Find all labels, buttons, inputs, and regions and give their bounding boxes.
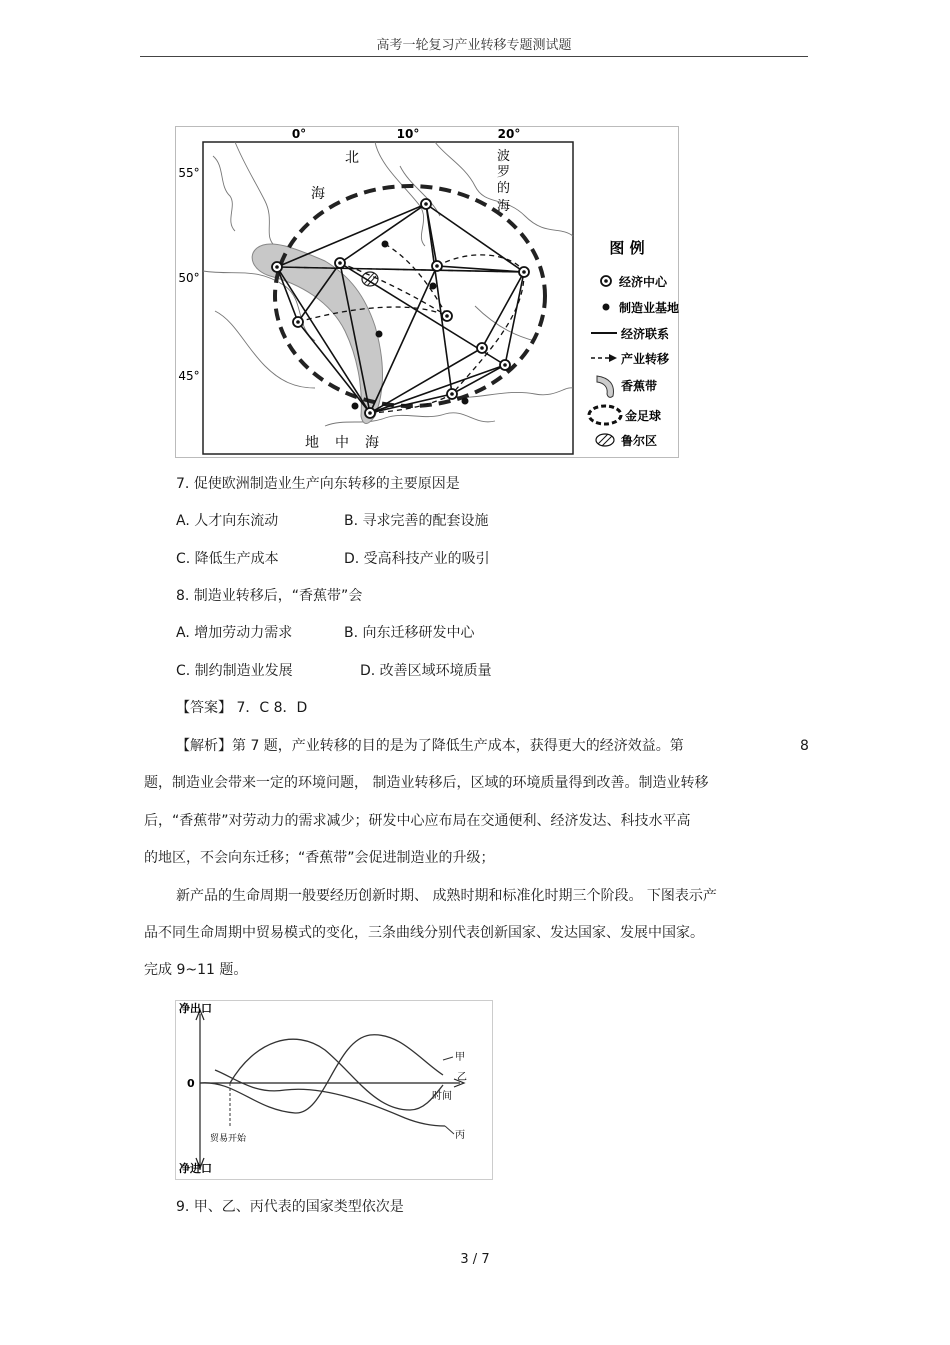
lon-label: 10°	[396, 127, 420, 141]
answer-line: 【答案】 7．C 8．D	[176, 700, 308, 716]
q9-stem: 9. 甲、乙、丙代表的国家类型依次是	[176, 1199, 404, 1215]
q7-option-c: C. 降低生产成本	[176, 551, 279, 567]
baltic-label: 罗	[497, 165, 511, 180]
sea-label: 海	[311, 186, 325, 202]
q8-stem: 8. 制造业转移后，“香蕉带”会	[176, 588, 363, 604]
y-top-label: 净出口	[179, 1002, 212, 1015]
q7-option-b: B. 寻求完善的配套设施	[344, 513, 489, 529]
y-bottom-label: 净进口	[179, 1162, 212, 1175]
manufacturing-base-node	[430, 283, 437, 290]
q7-option-a: A. 人才向东流动	[176, 513, 279, 529]
med-label: 地	[305, 435, 319, 451]
economic-center-icon	[601, 276, 611, 286]
manufacturing-base-node	[462, 398, 469, 405]
baltic-label: 的	[497, 181, 511, 196]
legend-label: 经济中心	[619, 275, 668, 289]
legend-label: 香蕉带	[621, 379, 658, 393]
page-number: 3 / 7	[460, 1252, 490, 1267]
manufacturing-base-node	[376, 331, 383, 338]
q8-option-d: D. 改善区域环境质量	[360, 663, 492, 679]
analysis-line: 题，制造业会带来一定的环境问题， 制造业转移后，区域的环境质量得到改善。制造业转移	[144, 775, 709, 791]
curve-label-bing: 丙	[455, 1130, 465, 1141]
curve-label-jia: 甲	[455, 1052, 465, 1063]
x-axis-label: 时间	[432, 1091, 452, 1102]
legend-label: 鲁尔区	[621, 434, 658, 448]
trade-cycle-chart	[175, 1000, 493, 1180]
q7-option-d: D. 受高科技产业的吸引	[344, 551, 490, 567]
baltic-label: 海	[497, 199, 511, 214]
analysis-line: 的地区，不会向东迁移；“香蕉带”会促进制造业的升级；	[144, 850, 495, 866]
manufacturing-base-node	[352, 403, 359, 410]
med-label: 海	[365, 435, 379, 451]
europe-industry-map	[175, 126, 679, 458]
ruhr-icon	[596, 434, 614, 446]
north-label: 北	[345, 150, 359, 166]
q8-option-b: B. 向东迁移研发中心	[344, 625, 475, 641]
lon-label: 0°	[291, 127, 307, 141]
baltic-label: 波	[497, 149, 511, 164]
zero-label: 0	[187, 1077, 195, 1090]
trade-start-label: 贸易开始	[210, 1134, 247, 1144]
analysis-line: 8	[800, 738, 809, 754]
med-label: 中	[335, 435, 349, 451]
intro-line: 品不同生命周期中贸易模式的变化，三条曲线分别代表创新国家、发达国家、发展中国家。	[144, 925, 704, 941]
curve-label-yi: 乙	[457, 1072, 467, 1083]
q7-stem: 7. 促使欧洲制造业生产向东转移的主要原因是	[176, 476, 460, 492]
manufacturing-base-icon	[603, 304, 610, 311]
legend-title: 图 例	[609, 239, 645, 257]
manufacturing-base-node	[382, 241, 389, 248]
lat-label: 55°	[178, 166, 200, 180]
intro-line: 完成 9~11 题。	[144, 962, 248, 978]
analysis-line: 【解析】第 7 题，产业转移的目的是为了降低生产成本，获得更大的经济效益。第	[176, 738, 684, 754]
legend-label: 产业转移	[621, 352, 670, 366]
legend-label: 金足球	[625, 409, 662, 423]
header-rule	[140, 56, 808, 57]
page-header: 高考一轮复习产业转移专题测试题	[376, 38, 572, 53]
intro-line: 新产品的生命周期一般要经历创新时期、 成熟时期和标准化时期三个阶段。 下图表示产	[176, 888, 717, 904]
analysis-line: 后，“香蕉带”对劳动力的需求减少；研发中心应布局在交通便利、经济发达、科技水平高	[144, 813, 691, 829]
legend-label: 制造业基地	[619, 301, 679, 315]
lon-label: 20°	[497, 127, 521, 141]
legend-label: 经济联系	[621, 327, 670, 341]
q8-option-c: C. 制约制造业发展	[176, 663, 293, 679]
lat-label: 45°	[178, 369, 200, 383]
lat-label: 50°	[178, 271, 200, 285]
q8-option-a: A. 增加劳动力需求	[176, 625, 293, 641]
